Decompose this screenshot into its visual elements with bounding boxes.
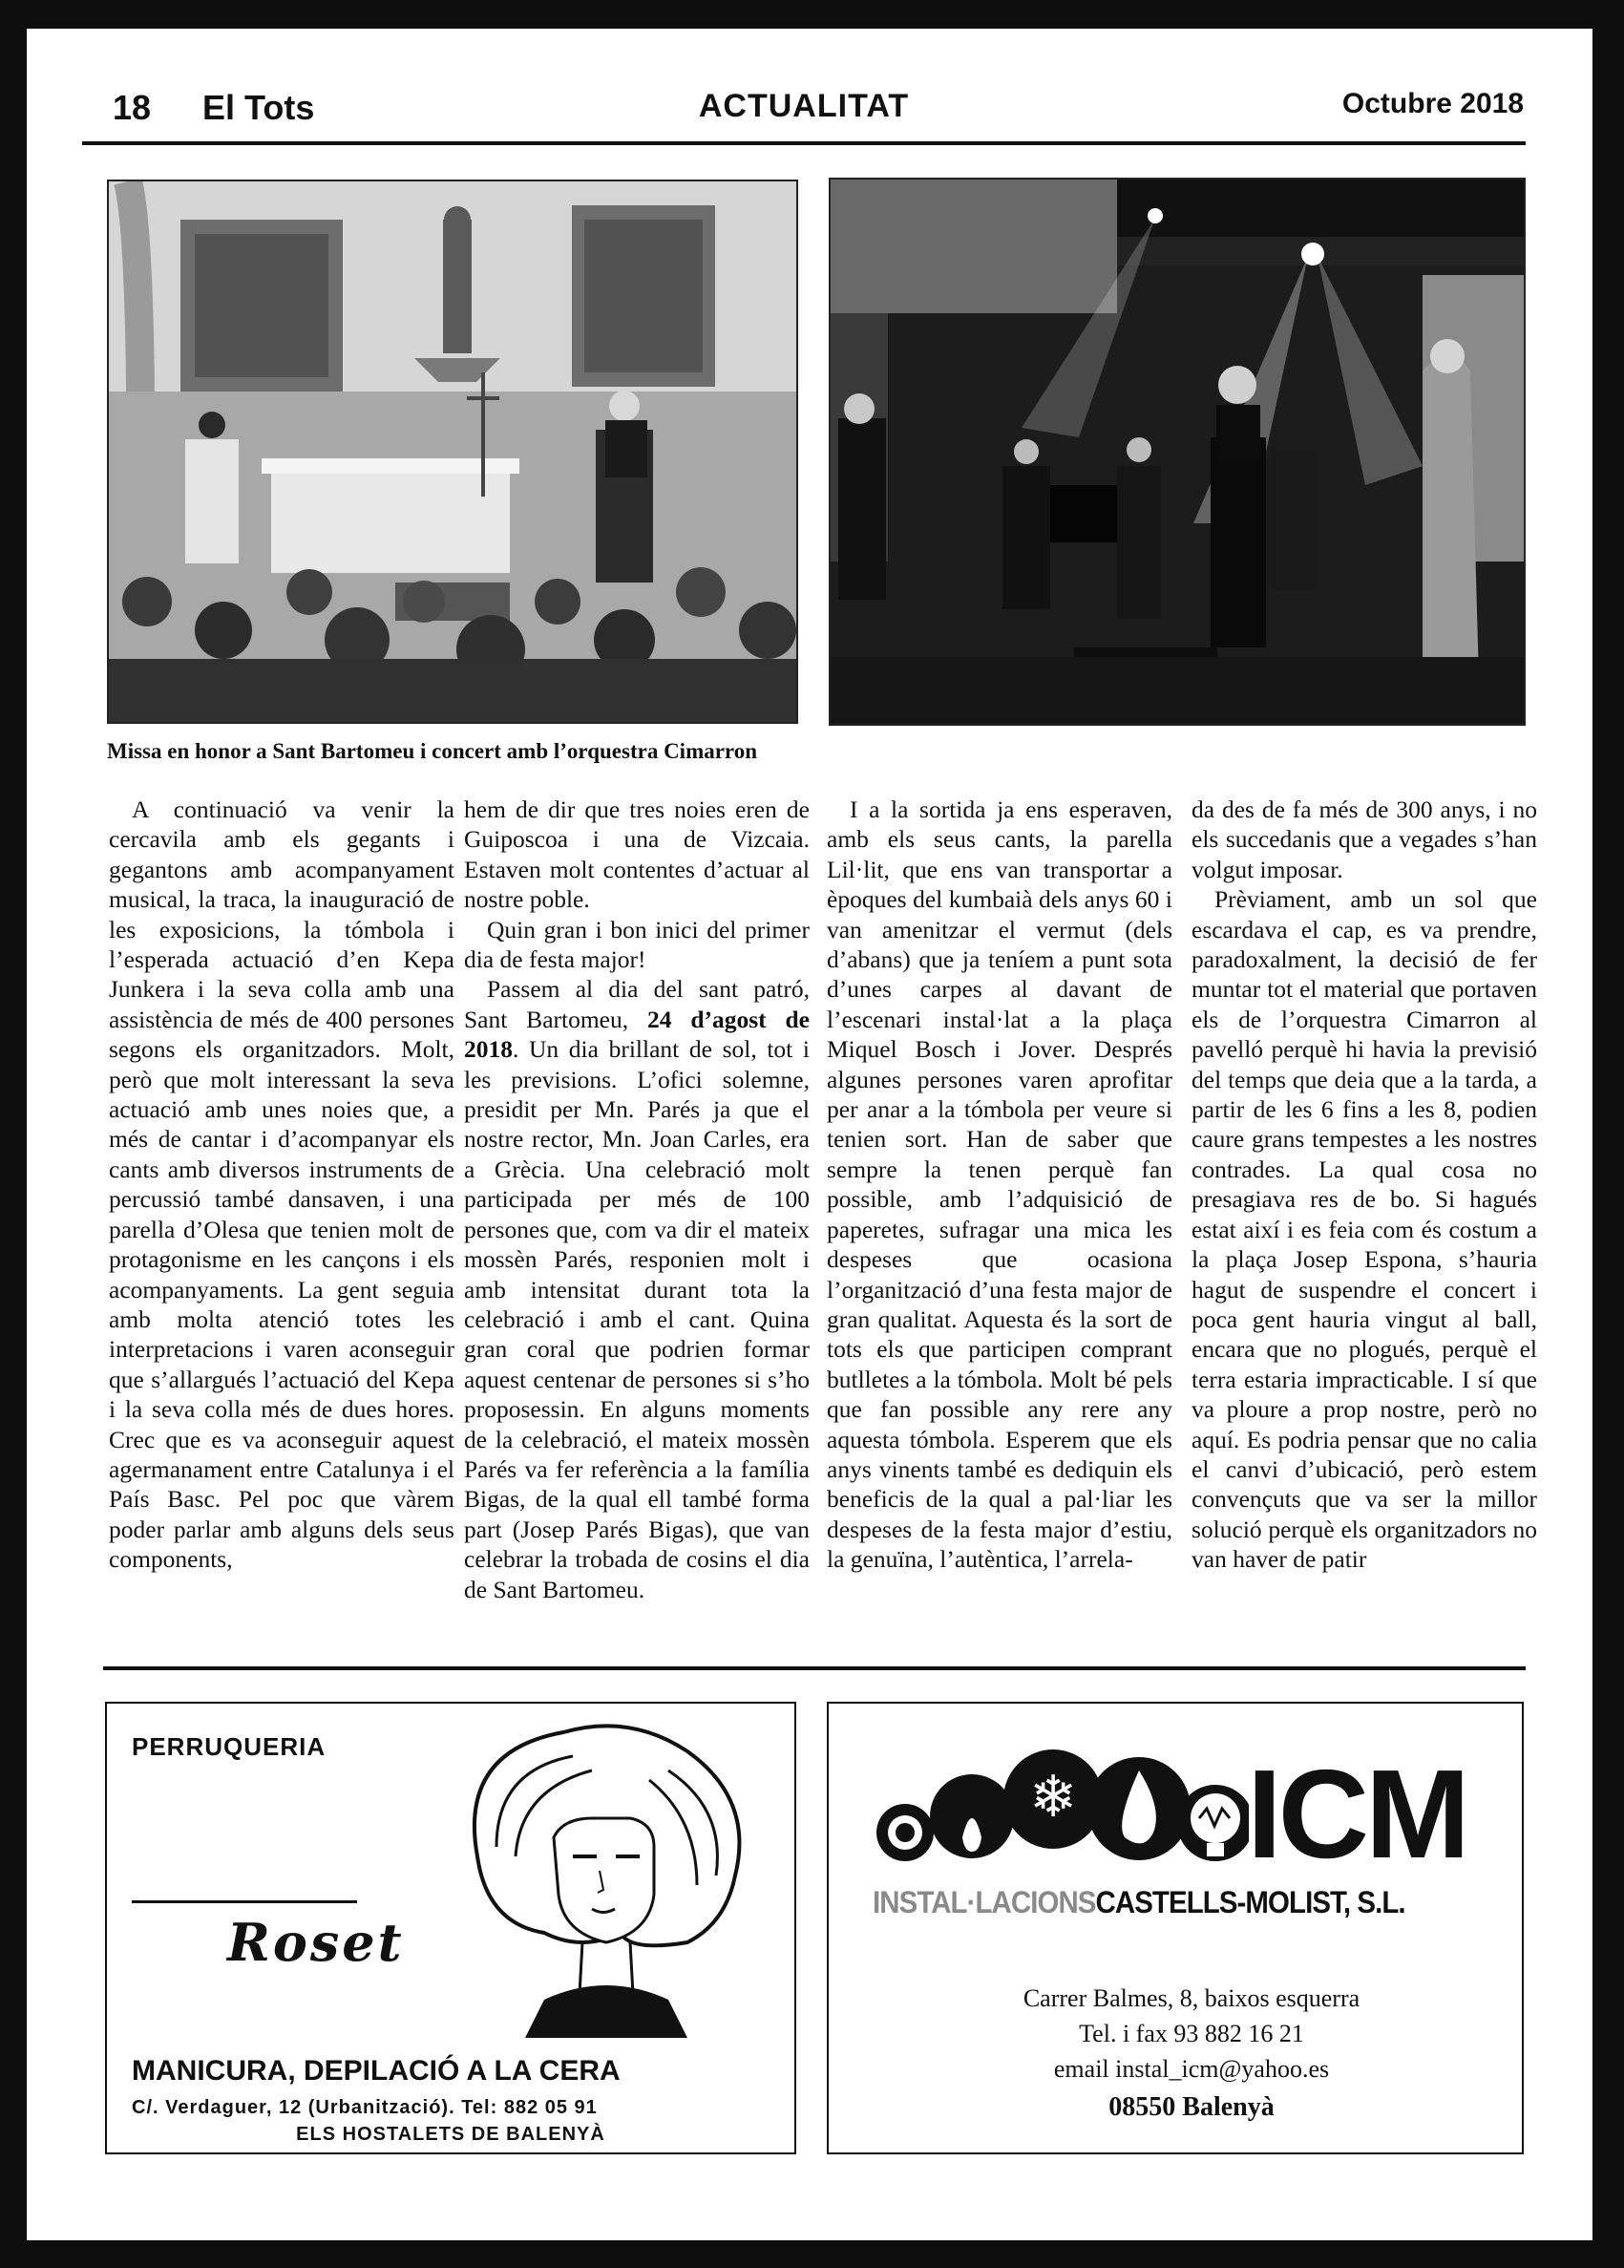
- bold-date: 24 d’agost de 2018: [464, 1005, 810, 1064]
- paragraph: hem de dir que tres noies eren de Guiposcoa i una de Vizcaia. Estaven molt contentes d’actuar al nostre poble.: [464, 795, 810, 914]
- text-run: Passem al dia del sant patró, Sant Bartomeu,: [464, 975, 810, 1033]
- roset-logo: Roset: [227, 1912, 405, 1973]
- paragraph: da des de fa més de 300 anys, i no els succedanis que a vegades s’han volgut imposar.: [1192, 795, 1537, 883]
- icm-company-name: [873, 1885, 1405, 1920]
- magazine-name: El Tots: [202, 88, 315, 127]
- icm-advertisement: [827, 1702, 1524, 2154]
- ad-title: PERRUQUERIA: [132, 1732, 327, 1761]
- svg-text:❄: ❄: [1028, 1764, 1078, 1831]
- concert-photo: [829, 178, 1526, 726]
- text-run: . Un dia brillant de sol, tot i les previsions. L’ofici solemne, presidit per Mn. Parés ja que el nostre rector, Mn. Joan Carles, era a Grècia. Una celebració molt participada per més de 100 persones que, com va dir el mateix mossèn Parés, responien molt i amb intensitat durant tota la celebració i amb el cant. Quina gran coral que podrien formar aquest centenar de persones si s’ho proposessin. En alguns moments de la celebració, el mateix mossèn Parés va fer referència a la família Bigas, de la qual ell també forma part (Josep Parés Bigas), que van celebrar la trobada de cosins el dia de Sant Bartomeu.: [464, 1035, 810, 1603]
- paragraph: A continuació va venir la cercavila amb els gegants i gegantons amb acompanyament musical, la traca, la inauguració de les exposicions, la tómbola i l’esperada actuació d’en Kepa Junkera i la seva colla amb una assistència de més de 400 persones segons els organitzadors. Molt, però que molt interessant la seva actuació amb unes noies que, a més de cantar i d’acompanyar els cants amb diversos instruments de percussió també dansaven, i una parella d’Olesa que tenien molt de protagonisme en les cançons i els acompanyaments. La gent seguia amb molta atenció totes les interpretacions i varen aconseguir que s’allargués l’actuació del Kepa i la seva colla més de dues hores. Crec que es va aconseguir aquest agermanament entre Catalunya i el País Basc. Pel poc que vàrem poder parlar amb alguns dels seus components,: [109, 795, 454, 1574]
- page-header: [82, 59, 1526, 145]
- company-name-black: CASTELLS-MOLIST, S.L.: [1095, 1885, 1405, 1919]
- roset-advertisement: [105, 1702, 796, 2154]
- icm-email: email instal_icm@yahoo.es: [1053, 2055, 1330, 2083]
- issue-date: Octubre 2018: [1341, 88, 1524, 119]
- article-column-3: [827, 795, 1172, 1635]
- article-column-2: [464, 795, 810, 1635]
- section-divider: [103, 1666, 1526, 1670]
- paragraph: Prèviament, amb un sol que escardava el cap, es va prendre, paradoxalment, la decisió de fer muntar tot el material que portaven els de l’orquestra Cimarron al pavelló perquè hi havia la previsió del temps que deia que a la tarda, a partir de les 6 fins a les 8, podien caure grans tempestes a les nostres contrades. La qual cosa no presagiava res de bo. Si hagués estat així i es feia com és costum a la plaça Josep Espona, s’hauria hagut de suspendre el concert i poca gent hauria vingut al ball, encara que no plogués, perquè el terra estaria impracticable. I sí que va ploure a prop nostre, però no aquí. Es podria pensar que no calia el canvi d’ubicació, però estem convençuts que va ser la millor solució perquè els organitzadors no van haver de patir: [1192, 885, 1537, 1574]
- page-number: 18: [113, 88, 152, 127]
- section-title: ACTUALITAT: [698, 88, 910, 124]
- ad-address: C/. Verdaguer, 12 (Urbanització). Tel: 882 05 91: [132, 2097, 598, 2118]
- icm-address: Carrer Balmes, 8, baixos esquerra: [1023, 1984, 1360, 2012]
- icm-services-icon: [867, 1742, 1249, 1885]
- ad-services: MANICURA, DEPILACIÓ A LA CERA: [132, 2055, 621, 2087]
- company-name-grey: INSTAL·LACIONS: [873, 1885, 1096, 1919]
- article-column-1: [109, 795, 454, 1635]
- woman-illustration-icon: [439, 1713, 764, 2038]
- paragraph: Quin gran i bon inici del primer dia de festa major!: [464, 915, 810, 974]
- icm-postcode: 08550 Balenyà: [1108, 2092, 1275, 2122]
- ad-town: ELS HOSTALETS DE BALENYÀ: [296, 2124, 605, 2145]
- photo-caption: Missa en honor a Sant Bartomeu i concert amb l’orquestra Cimarron: [107, 739, 758, 763]
- church-mass-photo: [107, 180, 798, 724]
- roset-divider: [132, 1900, 357, 1903]
- icm-logo: ICM: [1247, 1744, 1466, 1884]
- icm-phone: Tel. i fax 93 882 16 21: [1079, 2020, 1304, 2047]
- paragraph: I a la sortida ja ens esperaven, amb els seus cants, la parella Lil·lit, que ens van transportar a èpoques del kumbaià dels anys 60 i van amenitzar el vermut (dels d’abans) que ja teníem a punt sota d’unes carpes al davant de l’escenari instal·lat a la plaça Miquel Bosch i Jover. Després algunes persones varen aprofitar per anar a la tómbola per veure si tenien sort. Han de saber que sempre la tenen perquè fan possible, amb l’adquisició de paperetes, sufragar una mica les despeses que ocasiona l’organització d’una festa major de gran qualitat. Aquesta és la sort de tots els que participen comprant butlletes a la tómbola. Molt bé pels que fan possible any rere any aquesta tómbola. Esperem que els anys vinents també es dediquin els beneficis de la qual a pal·liar les despeses de la festa major d’estiu, la genuïna, l’autèntica, l’arrela-: [827, 795, 1172, 1574]
- article-column-4: [1192, 795, 1537, 1635]
- paragraph: [464, 974, 810, 1604]
